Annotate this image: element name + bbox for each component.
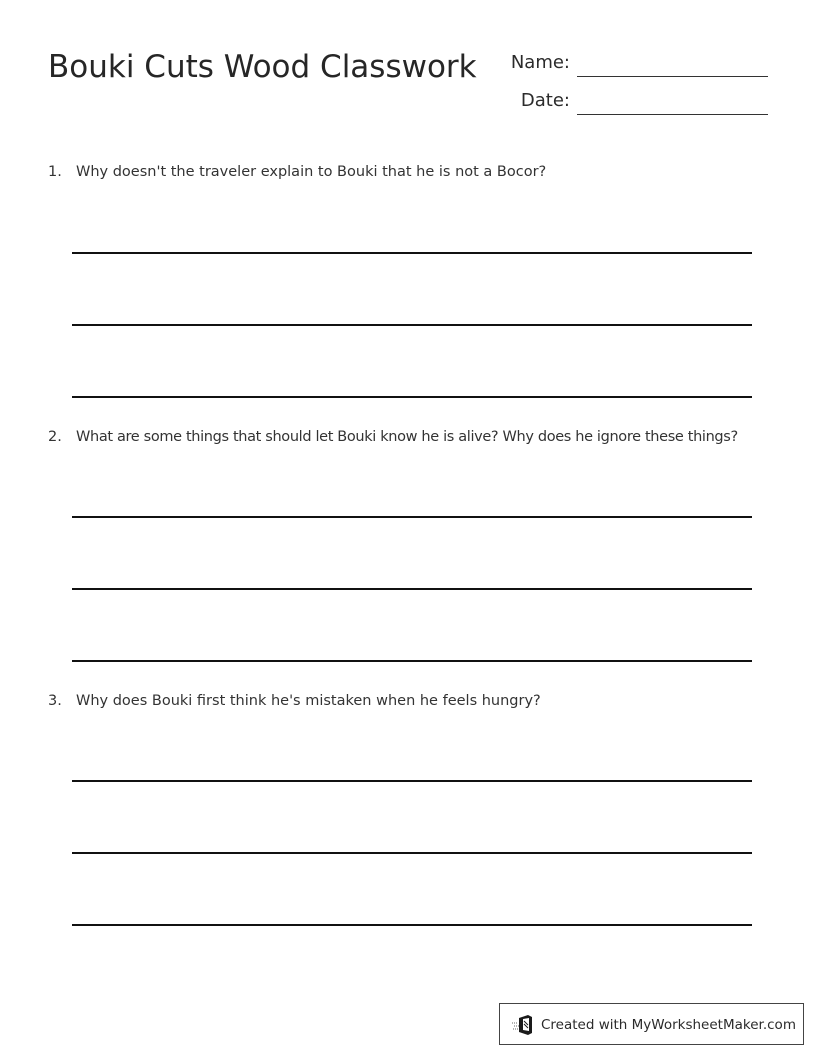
answer-line: [72, 396, 752, 398]
date-field: [490, 88, 770, 116]
question-number: 2.: [48, 429, 62, 445]
worksheet-maker-logo-icon: [512, 1015, 534, 1035]
answer-line: [72, 324, 752, 326]
footer-credit-text: Created with MyWorksheetMaker.com: [541, 1017, 796, 1033]
question-2: [48, 427, 738, 447]
date-blank-line: [577, 114, 768, 115]
question-text: Why does Bouki first think he's mistaken when he feels hungry?: [76, 693, 541, 709]
name-label: Name:: [510, 52, 570, 73]
name-blank-line: [577, 76, 768, 77]
answer-line: [72, 516, 752, 518]
question-text: Why doesn't the traveler explain to Bouki that he is not a Bocor?: [76, 164, 547, 180]
question-number: 3.: [48, 693, 62, 709]
answer-line: [72, 780, 752, 782]
answer-line: [72, 852, 752, 854]
footer-credit-box: [499, 1003, 804, 1045]
name-field: [490, 50, 770, 78]
answer-line: [72, 924, 752, 926]
answer-line: [72, 660, 752, 662]
answer-line: [72, 588, 752, 590]
worksheet-title: Bouki Cuts Wood Classwork: [48, 49, 477, 85]
answer-line: [72, 252, 752, 254]
date-label: Date:: [520, 90, 570, 111]
question-text: What are some things that should let Bouki know he is alive? Why does he ignore these things?: [76, 429, 738, 445]
question-number: 1.: [48, 164, 62, 180]
question-3: [48, 691, 541, 711]
question-1: [48, 162, 546, 182]
